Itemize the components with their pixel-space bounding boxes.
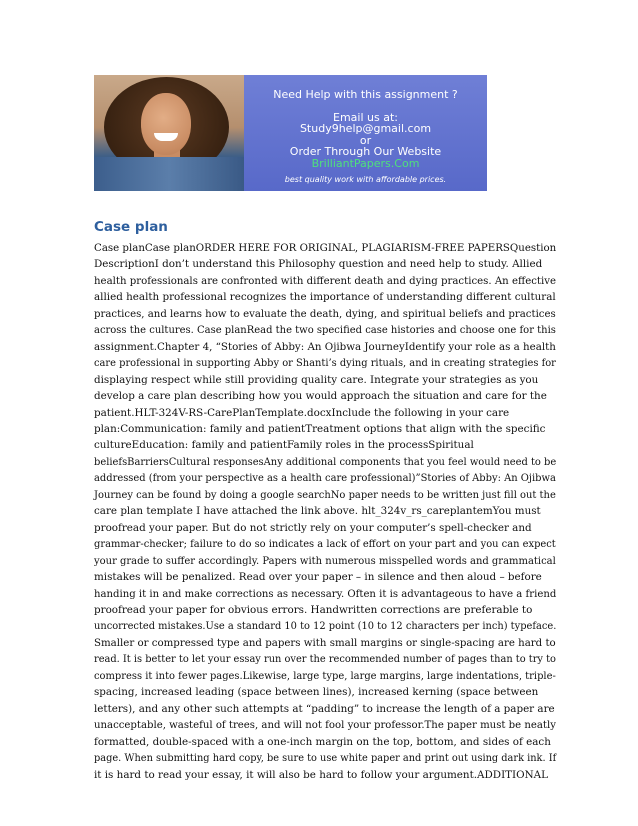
- body-line: health professionals are confronted with different death and dying practices. An effective: [94, 274, 557, 287]
- body-line: letters), and any other such attempts at “padding” to increase the length of a paper are: [94, 702, 555, 715]
- body-line: assignment.Chapter 4, “Stories of Abby: An Ojibwa JourneyIdentify your role as a health: [94, 340, 556, 353]
- body-line: DescriptionI don’t understand this Philosophy question and need help to study. Allied: [94, 258, 543, 271]
- body-line: spacing, increased leading (space between lines), increased kerning (space between: [94, 686, 539, 699]
- body-line: displaying respect while still providing quality care. Integrate your strategies as you: [94, 373, 539, 386]
- body-line: formatted, double-spaced with a one-inch margin on the top, bottom, and sides of each: [94, 735, 551, 748]
- body-line: unacceptable, wasteful of trees, and will not fool your professor.The paper must be neatly: [94, 719, 556, 732]
- body-line: compress it into fewer pages.Likewise, large type, large margins, large indentations, triple-: [94, 669, 556, 682]
- body-line: Smaller or compressed type and papers with small margins or single-spacing are hard to: [94, 636, 556, 649]
- body-line: page. When submitting hard copy, be sure to use white paper and print out using dark ink. If: [94, 752, 557, 765]
- body-line: care professional in supporting Abby or Shanti’s dying rituals, and in creating strategies for: [94, 357, 556, 370]
- body-line: proofread your paper for obvious errors. Handwritten corrections are preferable to: [94, 603, 533, 616]
- body-line: your grade to suffer accordingly. Papers with numerous misspelled words and grammatical: [94, 554, 556, 567]
- body-line: plan:Communication: family and patientTreatment options that align with the specific: [94, 422, 546, 435]
- body-line: proofread your paper. But do not strictly rely on your computer’s spell-checker and: [94, 521, 532, 534]
- banner-email-label: Email us at:: [333, 111, 398, 124]
- banner-email-address[interactable]: Study9help@gmail.com: [299, 122, 432, 135]
- body-line: beliefsBarriersCultural responsesAny additional components that you feel would need to be: [94, 455, 557, 468]
- body-line: care plan template I have attached the link above. hlt_324v_rs_careplantemYou must: [94, 505, 541, 518]
- body-line: read. It is better to let your essay run over the recommended number of pages than to try to: [94, 653, 556, 666]
- banner-info-panel: [244, 75, 487, 191]
- body-line: Case planCase planORDER HERE FOR ORIGINAL, PLAGIARISM-FREE PAPERSQuestion: [94, 242, 557, 254]
- woman-photo: [94, 75, 244, 191]
- promo-banner[interactable]: [94, 75, 487, 191]
- body-line: across the cultures. Case planRead the two specified case histories and choose one for this: [94, 324, 556, 337]
- document-body: [94, 240, 557, 783]
- banner-website-link[interactable]: BrilliantPapers.Com: [311, 157, 420, 170]
- body-line: Journey can be found by doing a google searchNo paper needs to be written just fill out the: [94, 488, 556, 501]
- banner-headline: Need Help with this assignment ?: [273, 88, 458, 101]
- body-line: grammar-checker; failure to do so indicates a lack of effort on your part and you can expect: [94, 538, 556, 551]
- body-line: handing it in and make corrections as necessary. Often it is advantageous to have a friend: [94, 587, 557, 600]
- body-line: mistakes will be penalized. Read over your paper – in silence and then aloud – before: [94, 571, 542, 584]
- body-line: uncorrected mistakes.Use a standard 10 to 12 point (10 to 12 characters per inch) typeface.: [94, 620, 557, 633]
- banner-tagline: best quality work with affordable prices.: [284, 175, 447, 184]
- body-line: develop a care plan describing how you would approach the situation and care for the: [94, 390, 547, 403]
- body-line: cultureEducation: family and patientFamily roles in the processSpiritual: [94, 439, 474, 452]
- banner-or: or: [359, 134, 372, 147]
- body-line: patient.HLT-324V-RS-CarePlanTemplate.docxInclude the following in your care: [94, 406, 510, 419]
- body-line: it is hard to read your essay, it will also be hard to follow your argument.ADDITIONAL: [94, 768, 549, 781]
- banner-order-text: Order Through Our Website: [289, 145, 442, 158]
- body-line: allied health professional recognizes the importance of understanding different cultural: [94, 291, 556, 304]
- document-title: Case plan: [94, 219, 168, 235]
- body-line: addressed (from your perspective as a health care professional)”Stories of Abby: An Ojibwa: [94, 472, 556, 485]
- body-line: practices, and learns how to evaluate the death, dying, and spiritual beliefs and practices: [94, 307, 556, 320]
